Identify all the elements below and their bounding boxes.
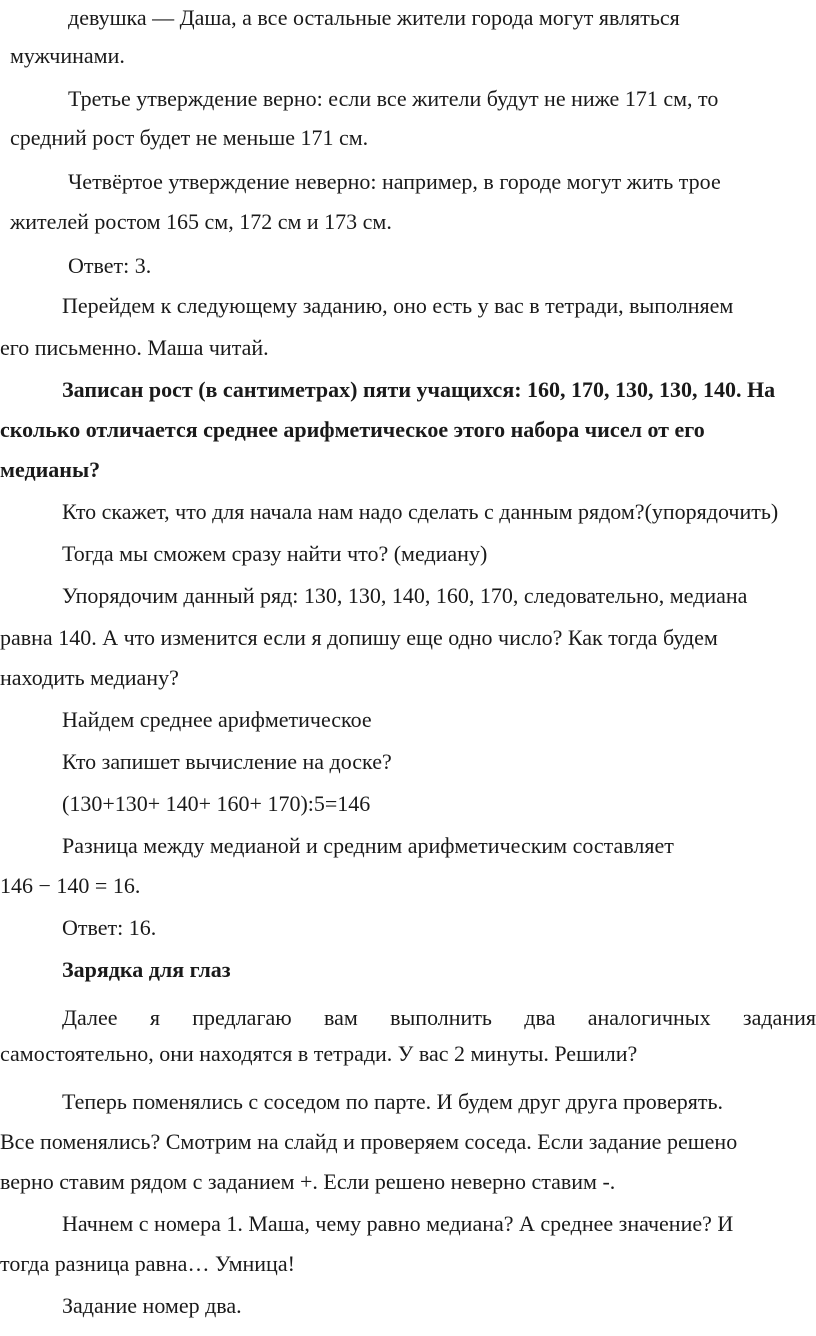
text-line: Разница между медианой и средним арифметическим составляет	[62, 833, 674, 858]
text-line: Четвёртое утверждение неверно: например, в городе могут жить трое	[68, 169, 721, 194]
formula-line: 146 − 140 = 16.	[0, 873, 141, 898]
text-line: равна 140. А что изменится если я допишу еще одно число? Как тогда будем	[0, 625, 718, 650]
answer-line: Ответ: 16.	[62, 915, 157, 940]
text-line: девушка — Даша, а все остальные жители города могут являться	[68, 5, 680, 30]
problem-statement-line: Записан рост (в сантиметрах) пяти учащихся: 160, 170, 130, 130, 140. На	[62, 377, 776, 402]
problem-statement-line: медианы?	[0, 457, 101, 482]
text-line: Тогда мы сможем сразу найти что? (медиану)	[62, 541, 488, 566]
formula-line: (130+130+ 140+ 160+ 170):5=146	[62, 791, 371, 816]
text-line: Упорядочим данный ряд: 130, 130, 140, 160, 170, следовательно, медиана	[62, 583, 748, 608]
word: я	[149, 1005, 160, 1030]
word: задания	[742, 1005, 816, 1030]
word: Далее	[62, 1005, 118, 1030]
word: два	[524, 1005, 556, 1030]
text-line: Кто запишет вычисление на доске?	[62, 749, 392, 774]
justified-text-line	[62, 1004, 816, 1032]
text-line: Все поменялись? Смотрим на слайд и проверяем соседа. Если задание решено	[0, 1129, 738, 1154]
word: вам	[324, 1005, 358, 1030]
word: предлагаю	[192, 1005, 292, 1030]
text-line: Кто скажет, что для начала нам надо сделать с данным рядом?(упорядочить)	[62, 499, 779, 524]
text-line: Перейдем к следующему заданию, оно есть у вас в тетради, выполняем	[62, 293, 734, 318]
text-line: Найдем среднее арифметическое	[62, 707, 372, 732]
text-line: самостоятельно, они находятся в тетради. У вас 2 минуты. Решили?	[0, 1041, 638, 1066]
text-line: средний рост будет не меньше 171 см.	[10, 125, 369, 150]
text-line: Начнем с номера 1. Маша, чему равно медиана? А среднее значение? И	[62, 1211, 734, 1236]
text-line: Задание номер два.	[62, 1293, 242, 1318]
text-line: находить медиану?	[0, 665, 179, 690]
text-line: жителей ростом 165 см, 172 см и 173 см.	[10, 209, 392, 234]
word: выполнить	[390, 1005, 492, 1030]
section-heading: Зарядка для глаз	[62, 957, 231, 982]
text-line: Третье утверждение верно: если все жители будут не ниже 171 см, то	[68, 86, 719, 111]
problem-statement-line: сколько отличается среднее арифметическое этого набора чисел от его	[0, 417, 705, 442]
text-line: мужчинами.	[10, 43, 125, 68]
text-line: Теперь поменялись с соседом по парте. И будем друг друга проверять.	[62, 1089, 724, 1114]
text-line: верно ставим рядом с заданием +. Если решено неверно ставим -.	[0, 1169, 616, 1194]
text-line: его письменно. Маша читай.	[0, 335, 269, 360]
word: аналогичных	[587, 1005, 711, 1030]
answer-line: Ответ: 3.	[68, 253, 152, 278]
text-line: тогда разница равна… Умница!	[0, 1251, 295, 1276]
